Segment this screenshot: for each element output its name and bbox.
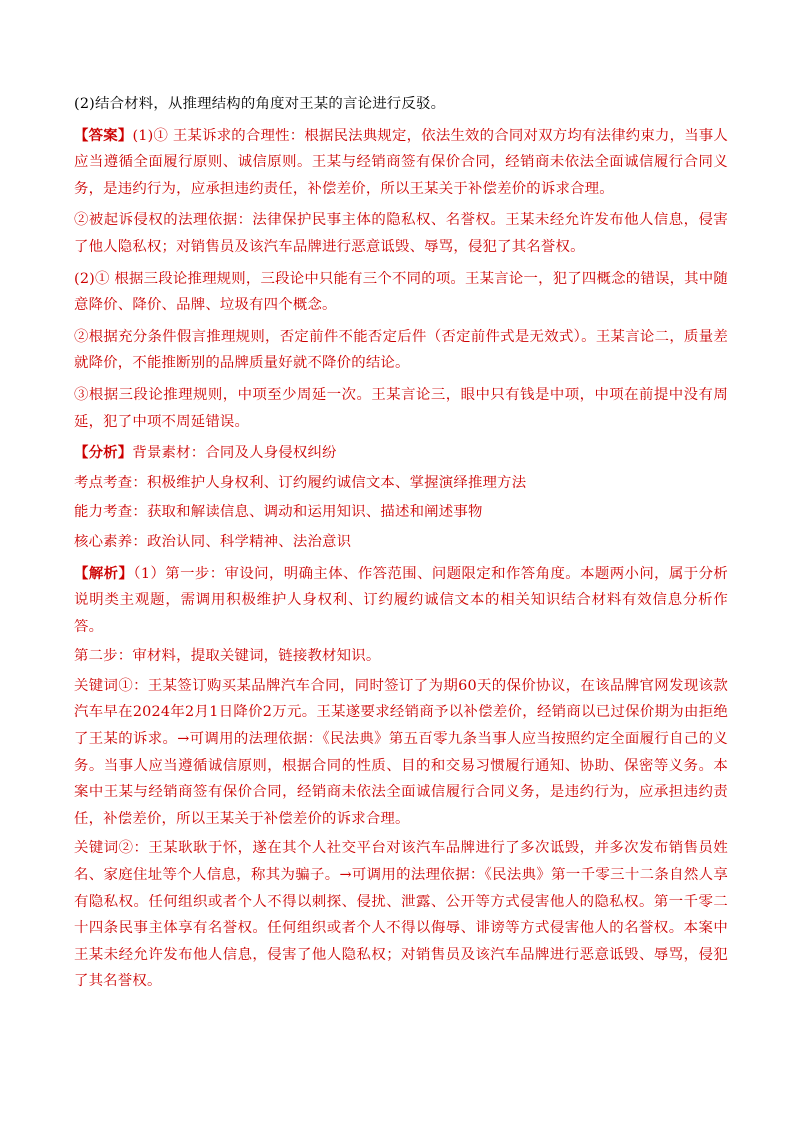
answer-part1-text: (1)① 王某诉求的合理性：根据民法典规定，依法生效的合同对双方均有法律约束力，当事人应当遵循全面履行原则、诚信原则。王某与经销商签有保价合同，经销商未依法全面诚信履行合同义务，是违约行为，应承担违约责任，补偿差价，所以王某关于补偿差价的诉求合理。	[74, 127, 729, 197]
document-body	[74, 91, 728, 995]
explanation-tag: 【解析】	[74, 564, 134, 582]
answer-part1-paragraph	[74, 123, 728, 203]
answer-tag: 【答案】	[74, 126, 133, 144]
answer-part2-point1: (2)① 根据三段论推理规则，三段论中只能有三个不同的项。王某言论一，犯了四概念的错误，其中随意降价、降价、品牌、垃圾有四个概念。	[74, 270, 728, 314]
explanation-keyword1: 关键词①：王某签订购买某品牌汽车合同，同时签订了为期60天的保价协议，在该品牌官网发现该款汽车早在2024年2月1日降价2万元。王某遂要求经销商予以补偿差价，经销商以已过保价期为由拒绝了王某的诉求。→可调用的法理依据：《民法典》第五百零九条当事人应当按照约定全面履行自己的义务。当事人应当遵循诚信原则，根据合同的性质、目的和交易习惯履行通知、协助、保密等义务。本案中王某与经销商签有保价合同，经销商未依法全面诚信履行合同义务，是违约行为，应承担违约责任，补偿差价，所以王某关于补偿差价的诉求合理。	[74, 677, 728, 827]
question-text: (2)结合材料，从推理结构的角度对王某的言论进行反驳。	[74, 96, 446, 112]
analysis-exam-points: 考点考查：积极维护人身权利、订约履约诚信文本、掌握演绎推理方法	[74, 474, 527, 491]
analysis-abilities: 能力考查：获取和解读信息、调动和运用知识、描述和阐述事物	[74, 504, 483, 521]
explanation-step1-paragraph	[74, 561, 728, 641]
analysis-paragraph	[74, 440, 728, 467]
explanation-step2: 第二步：审材料，提取关键词，链接教材知识。	[74, 648, 381, 665]
explanation-keyword2: 关键词②：王某耿耿于怀，遂在其个人社交平台对该汽车品牌进行了多次诋毁，并多次发布销售员姓名、家庭住址等个人信息，称其为骗子。→可调用的法理依据：《民法典》第一千零三十二条自然人享有隐私权。任何组织或者个人不得以刺探、侵扰、泄露、公开等方式侵害他人的隐私权。第一千零二十四条民事主体享有名誉权。任何组织或者个人不得以侮辱、诽谤等方式侵害他人的名誉权。本案中王某未经允许发布他人信息，侵害了他人隐私权；对销售员及该汽车品牌进行恶意诋毁、辱骂，侵犯了其名誉权。	[74, 840, 728, 990]
analysis-background: 背景素材：合同及人身侵权纠纷	[132, 445, 337, 462]
answer-part1-point2: ②被起诉侵权的法理依据：法律保护民事主体的隐私权、名誉权。王某未经允许发布他人信息，侵害了他人隐私权；对销售员及该汽车品牌进行恶意诋毁、辱骂，侵犯了其名誉权。	[74, 212, 728, 255]
answer-part2-point3: ③根据三段论推理规则，中项至少周延一次。王某言论三，眼中只有钱是中项，中项在前提中没有周延，犯了中项不周延错误。	[74, 386, 728, 430]
answer-part2-point2: ②根据充分条件假言推理规则，否定前件不能否定后件（否定前件式是无效式）。王某言论二，质量差就降价，不能推断别的品牌质量好就不降价的结论。	[74, 328, 728, 372]
analysis-literacy: 核心素养：政治认同、科学精神、法治意识	[74, 533, 352, 550]
explanation-step1-text: （1）第一步：审设问，明确主体、作答范围、问题限定和作答角度。本题两小问，属于分析说明类主观题，需调用积极维护人身权利、订约履约诚信文本的相关知识结合材料有效信息分析作答。	[74, 565, 728, 635]
analysis-tag: 【分析】	[74, 444, 133, 462]
